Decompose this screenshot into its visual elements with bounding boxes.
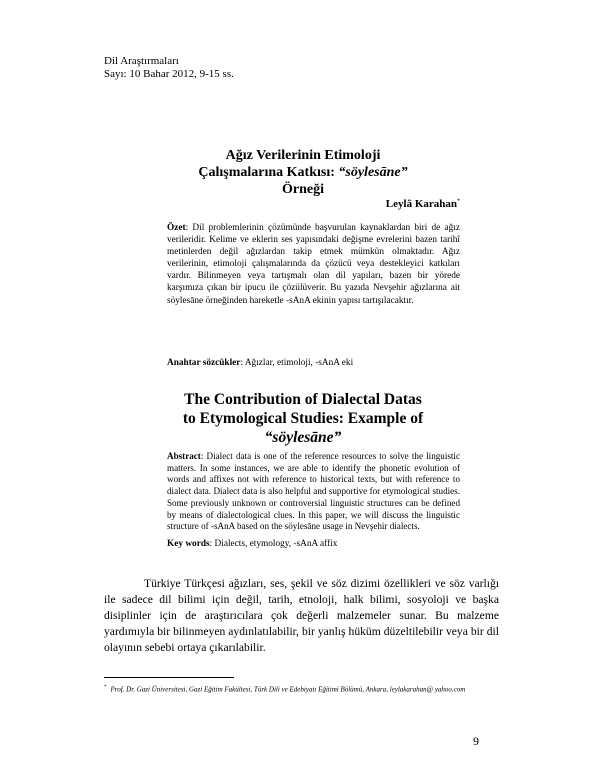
english-title-line2: to Etymological Studies: Example of [182, 410, 424, 427]
english-keywords [167, 538, 460, 550]
author-footnote-mark[interactable]: * [457, 198, 460, 205]
body-paragraph: Türkiye Türkçesi ağızları, ses, şekil ve söz dizimi özellikleri ve söz varlığı ile sadece dil bilimi için değil, tarih, etnoloji, halk bilimi, sosyoloji ve başka disiplinler için de araştırıcılara çok değerli malzemeler sunar. Bu malzeme yardımıyla bir bilinmeyen aydınlatılabilir, bir yanlış hüküm düzeltilebilir veya bir dil olayının sebebi ortaya çıkarılabilir. [104, 577, 499, 654]
journal-issue: Sayı: 10 Bahar 2012, 9-15 ss. [104, 68, 234, 80]
turkish-abstract [167, 222, 460, 307]
footnote [104, 683, 500, 694]
page-number: 9 [473, 734, 479, 748]
english-abstract-label: Abstract [167, 451, 201, 461]
english-abstract [167, 451, 460, 533]
turkish-title-line1: Ağız Verilerinin Etimoloji [225, 148, 381, 163]
turkish-keywords-text: : Ağızlar, etimoloji, -sAnA eki [240, 358, 354, 368]
turkish-abstract-label: Özet [167, 223, 186, 233]
turkish-title [150, 147, 456, 198]
journal-name: Dil Araştırmaları [104, 55, 179, 67]
turkish-title-line2 [150, 164, 456, 181]
english-title [140, 390, 466, 447]
author [386, 198, 460, 210]
english-keywords-label: Key words [167, 539, 210, 549]
turkish-abstract-text: : Dil problemlerinin çözümünde başvurulan kaynaklardan biri de ağız verileridir. Kelime ve eklerin ses yapısındaki değişme evrelerini bazen tarihî metinlerden değil ağızlardan takip etmek mümkün olmaktadır. Ağız verilerinin, etimoloji çalışmalarında da çözücü veya destekleyici katkıları vardır. Bilinmeyen veya tartışmalı olan dil yapıları, bazen bir yörede karşımıza çıkan bir ipucu ile çözülüverir. Bu yazıda Nevşehir ağızlarına ait söylesāne örneğinden hareketle -sAnA ekinin yapısı tartışılacaktır. [167, 223, 460, 306]
english-title-line3 [140, 428, 466, 447]
journal-header [104, 55, 234, 81]
english-title-line1: The Contribution of Dialectal Datas [184, 391, 422, 408]
english-abstract-text: : Dialect data is one of the reference resources to solve the linguistic matters. In some instances, we are able to identify the phonetic evolution of words and affixes not with reference to historical texts, but with reference to dialect data. Dialect data is also helpful and supportive for etymological studies. Some previously unknown or controversial linguistic structures can be defined by means of dialectological clues. In this paper, we will discuss the linguistic structure of -sAnA based on the söylesāne usage in Nevşehir dialects. [167, 451, 460, 532]
body-text [104, 576, 499, 656]
turkish-title-italic-term: “söylesāne” [338, 165, 408, 180]
turkish-title-line3: Örneği [282, 182, 324, 197]
turkish-keywords-label: Anahtar sözcükler [167, 358, 241, 368]
english-keywords-text: : Dialects, etymology, -sAnA affix [209, 539, 338, 549]
footnote-mark: * [104, 685, 107, 690]
turkish-title-line2-text: Çalışmalarına Katkısı: [198, 165, 339, 180]
english-title-italic-term: “söylesāne” [264, 429, 342, 446]
footnote-text: Prof. Dr. Gazi Üniversitesi, Gazi Eğitim Fakültesi, Türk Dili ve Edebiyatı Eğitimi Bölümü, Ankara, leylakarahan@ yahoo.com [110, 685, 466, 694]
turkish-keywords [167, 357, 460, 369]
footnote-divider [104, 677, 234, 678]
author-name: Leylâ Karahan [385, 198, 457, 210]
